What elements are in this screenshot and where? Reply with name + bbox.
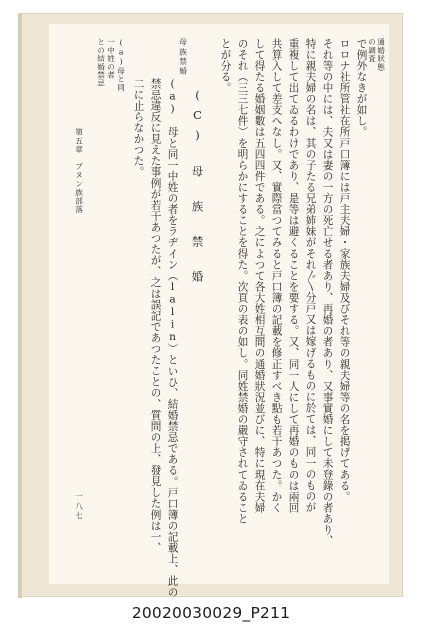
printed-page [49, 24, 389, 598]
running-head-line-2: の調査 [367, 38, 377, 63]
subsection-line-1: (a) 母と同一中姓の者をラヂイン（lalin）といひ、結婚禁忌である。戸口簿の記載上、此の [166, 78, 179, 598]
body-line-9: とが分る。 [219, 38, 232, 94]
body-line-2: ロロナ社所管社在所戸口簿には戸主夫婦・家族夫婦及びそれ等の親夫婦等の名を掲げてある。 [338, 38, 351, 503]
side-note-line-2: 一中姓の者 [106, 38, 116, 79]
body-line-7: して得たる婚姻數は五四四件である。之によつて各大姓相互間の通婚狀況並びに、特に現在夫婦 [253, 38, 266, 514]
subsection-line-2: 禁忌違反に見えた事例が若干あつたが、之は誤記であつたことの、質問の上、發見した例は一、 [149, 78, 162, 554]
body-line-8: のそれ（三三七件）を明らかにすることを得た。次頁の表の如し。同姓禁婚の嚴守されてゐること [236, 38, 249, 525]
image-caption: 20020030029_P211 [131, 604, 291, 622]
chapter-title: 第五章 ブヌン族部落 [74, 128, 84, 214]
body-line-6: 共算入して差支へなし。又、實際當つてみると戸口簿の記載を修正すべき點も若干あつた。かく [270, 38, 283, 514]
side-note-line-1: (a)母と同 [116, 38, 126, 92]
running-head-line-1: 通婚狀態 [376, 38, 386, 71]
margin-note-section: 母族禁婚 [178, 38, 188, 77]
body-line-4: 特に親夫婦の名は、其の子たる兄弟姉妹がそれ〴〵分戸又は嫁げるものに於ては、同一のものが [304, 38, 317, 513]
page-edge-shadow [18, 13, 22, 598]
body-line-1: で例外なきが如し。 [355, 38, 368, 138]
body-line-3: それ等の中には、夫又は妻の一方の死亡せる者あり、再婚の者あり、又事實婚にして未登錄の者あり、 [321, 38, 334, 547]
subsection-line-3: 二に止らなかつた。 [132, 78, 145, 178]
side-note-line-3: との結婚禁忌 [96, 38, 106, 88]
page-number: 一八七 [74, 492, 84, 521]
body-line-5: 重複して出てゐるわけであり、是等は避くることを要する。又、同一人にして再婚のものは兩回 [287, 38, 300, 514]
section-heading: (C) 母 族 禁 婚 [190, 88, 205, 288]
